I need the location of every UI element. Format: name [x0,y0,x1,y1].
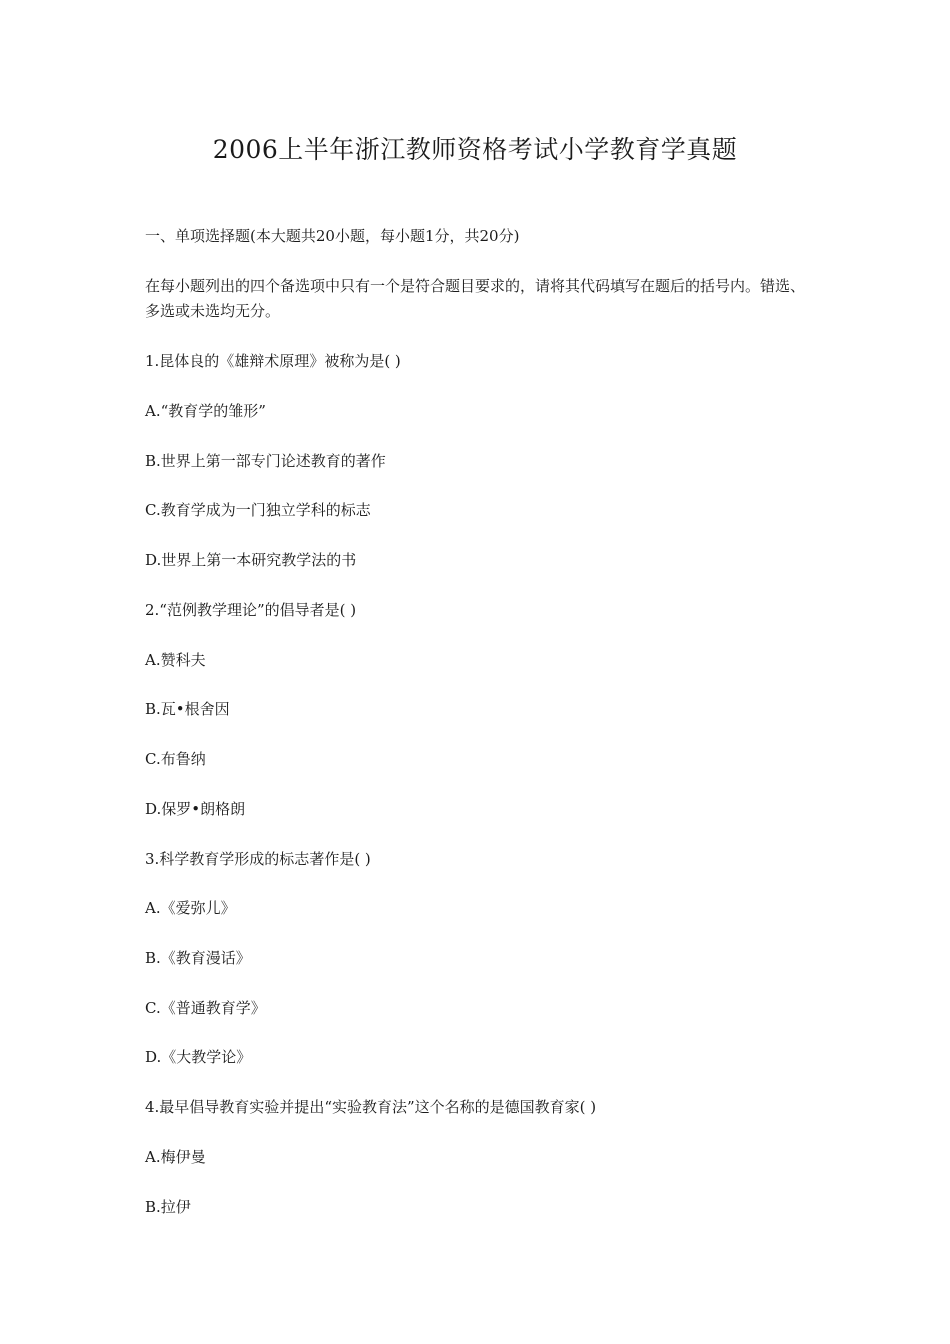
question-option: A.赞科夫 [145,651,206,669]
page-title: 2006上半年浙江教师资格考试小学教育学真题 [212,135,738,164]
question-option: A.梅伊曼 [145,1148,206,1166]
question-option: D.保罗•朗格朗 [145,800,246,818]
question-option: C.教育学成为一门独立学科的标志 [145,501,371,519]
question-option: D.《大教学论》 [145,1048,252,1066]
question-stem: 1.昆体良的《雄辩术原理》被称为是( ) [145,352,401,370]
section-heading: 一、单项选择题(本大题共20小题，每小题1分，共20分) [145,227,520,245]
question-stem: 4.最早倡导教育实验并提出“实验教育法”这个名称的是德国教育家( ) [145,1098,597,1116]
question-stem: 2.“范例教学理论”的倡导者是( ) [145,601,357,619]
question-stem: 3.科学教育学形成的标志著作是( ) [145,850,371,868]
question-option: A.“教育学的雏形” [145,402,266,420]
question-option: B.瓦•根舍因 [145,700,230,718]
question-option: A.《爱弥儿》 [145,899,236,917]
question-option: B.《教育漫话》 [145,949,251,967]
question-option: D.世界上第一本研究教学法的书 [145,551,357,569]
question-option: B.世界上第一部专门论述教育的著作 [145,452,386,470]
question-option: B.拉伊 [145,1198,191,1216]
question-option: C.《普通教育学》 [145,999,266,1017]
instructions-paragraph: 在每小题列出的四个备选项中只有一个是符合题目要求的，请将其代码填写在题后的括号内。错选、多选或未选均无分。 [145,277,806,320]
question-option: C.布鲁纳 [145,750,206,768]
